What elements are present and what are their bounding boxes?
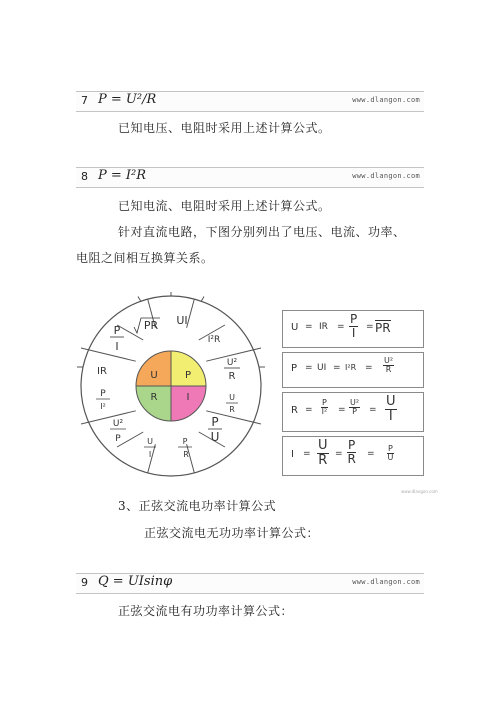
equals: = bbox=[305, 405, 313, 415]
wheel-label-I2: I² bbox=[100, 402, 106, 411]
formula-expression: Q = UIsinφ bbox=[98, 574, 173, 589]
paragraph-1: 已知电压、电阻时采用上述计算公式。 bbox=[118, 121, 331, 135]
wheel-graphic bbox=[74, 292, 269, 482]
wheel-label-U-bottom: U bbox=[210, 430, 220, 444]
equals: = bbox=[366, 322, 374, 332]
paragraph-2: 已知电流、电阻时采用上述计算公式。 bbox=[118, 199, 331, 213]
wheel-label-I5: I bbox=[115, 340, 119, 353]
row-label-U: U bbox=[291, 322, 299, 333]
term-IR: IR bbox=[319, 322, 328, 332]
term-I2R: I²R bbox=[345, 363, 357, 372]
center-label-R: R bbox=[150, 392, 158, 403]
equals: = bbox=[337, 322, 345, 332]
watermark: www.dlangon.com bbox=[352, 578, 420, 586]
wheel-label-P-top: P bbox=[211, 415, 219, 429]
wheel-label-IR: IR bbox=[97, 366, 107, 377]
wheel-label-P5: P bbox=[113, 324, 121, 337]
wheel-label-U2: U² bbox=[226, 358, 238, 368]
center-label-P: P bbox=[184, 370, 192, 381]
row-R bbox=[282, 392, 424, 432]
frac-P-I: P I bbox=[350, 312, 358, 340]
frac-U2-P: U² P bbox=[350, 398, 360, 417]
wheel-label-U-top: U bbox=[229, 393, 235, 402]
wheel-label-UI: UI bbox=[176, 314, 188, 327]
equals: = bbox=[303, 449, 311, 459]
formula-number: 8 bbox=[81, 170, 88, 183]
wheel-label-I2R: I²R bbox=[207, 335, 221, 345]
frac-U-R: U R bbox=[318, 438, 328, 468]
term-UI: UI bbox=[317, 363, 327, 373]
frac-P-U: P U bbox=[387, 444, 394, 463]
equals: = bbox=[333, 363, 341, 373]
row-label-P: P bbox=[291, 363, 298, 374]
equals: = bbox=[369, 405, 377, 415]
watermark: www.dlangon.com bbox=[352, 172, 420, 180]
wheel-label-R-bottom: R bbox=[229, 405, 235, 414]
diagram-credit: www.dlangon.com bbox=[401, 489, 438, 494]
formula-9-bar bbox=[76, 573, 424, 594]
equals: = bbox=[365, 363, 373, 373]
wheel-label-R: R bbox=[228, 371, 236, 382]
sqrt-PR: PR bbox=[375, 321, 391, 335]
equals: = bbox=[338, 405, 346, 415]
paragraph-5: 正弦交流电有功功率计算公式： bbox=[118, 604, 294, 618]
wheel-label-P2: P bbox=[182, 437, 188, 446]
formula-7-bar bbox=[76, 91, 424, 112]
row-label-I: I bbox=[291, 449, 294, 460]
frac-sqrt-P-R: P R bbox=[347, 438, 356, 466]
formula-expression: P = I²R bbox=[98, 168, 147, 183]
equals: = bbox=[305, 322, 313, 332]
center-label-U: U bbox=[150, 370, 158, 381]
formula-number: 7 bbox=[81, 94, 88, 107]
conversion-table bbox=[282, 306, 424, 481]
row-U bbox=[282, 310, 424, 348]
formula-8-bar bbox=[76, 167, 424, 188]
center-label-I: I bbox=[186, 392, 190, 403]
equals: = bbox=[335, 449, 343, 459]
paragraph-3a: 针对直流电路，下图分别列出了电压、电流、功率、 bbox=[118, 225, 406, 239]
row-label-R: R bbox=[291, 405, 298, 416]
wheel-label-P4: P bbox=[100, 389, 106, 399]
paragraph-3b: 电阻之间相互换算关系。 bbox=[76, 251, 214, 265]
wheel-label-P3: P bbox=[115, 434, 121, 444]
watermark: www.dlangon.com bbox=[352, 96, 420, 104]
wheel-label-R2: R bbox=[183, 450, 189, 459]
formula-expression: P = U²/R bbox=[98, 92, 157, 107]
wheel-label-sqrt-PR: PR bbox=[143, 319, 159, 332]
frac-P-I2: P I² bbox=[321, 398, 328, 417]
equals: = bbox=[305, 363, 313, 373]
row-P bbox=[282, 352, 424, 388]
frac-U-I: U I bbox=[386, 394, 396, 424]
wheel-label-U2b: U² bbox=[112, 419, 124, 429]
wheel-label-I3: I bbox=[148, 450, 152, 459]
paragraph-4: 正弦交流电无功功率计算公式： bbox=[144, 526, 320, 540]
equals: = bbox=[367, 449, 375, 459]
wheel-label-U3: U bbox=[147, 437, 153, 446]
section-3-heading: 3、正弦交流电功率计算公式 bbox=[118, 499, 277, 513]
row-I bbox=[282, 436, 424, 476]
formula-number: 9 bbox=[81, 576, 88, 589]
frac-U2-R: U² R bbox=[384, 356, 394, 375]
